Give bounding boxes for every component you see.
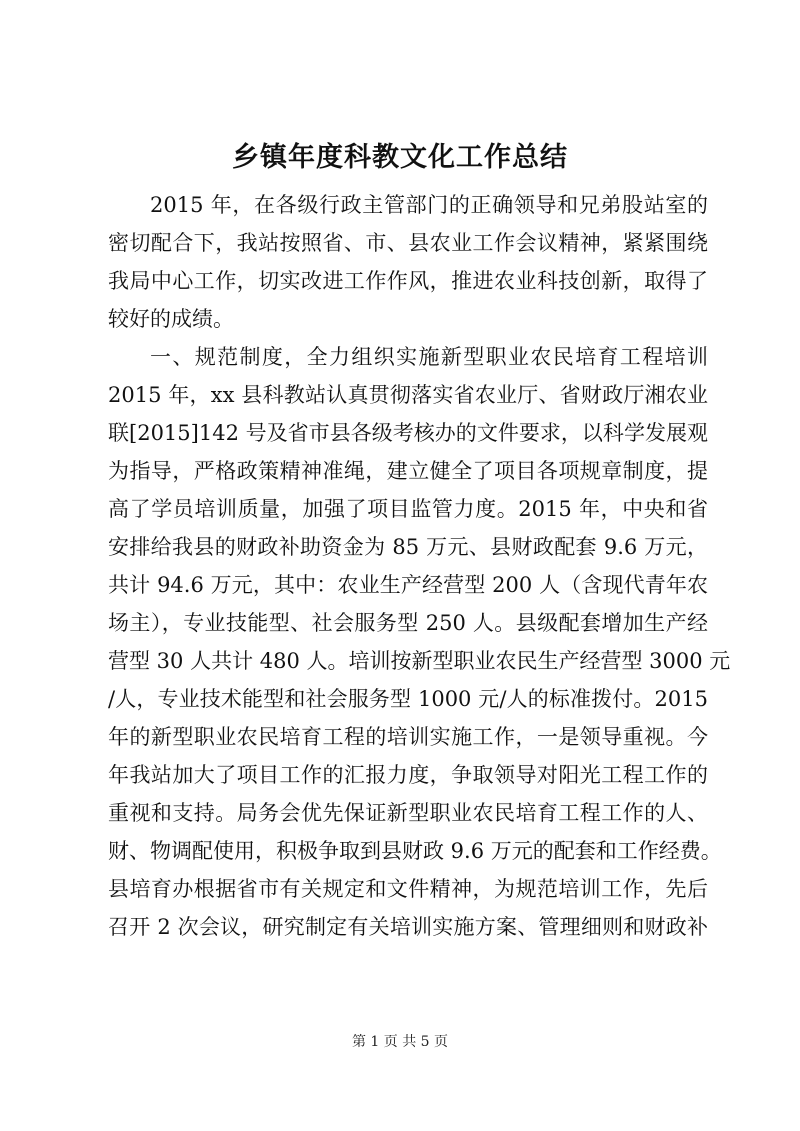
paragraph-line: 重视和支持。局务会优先保证新型职业农民培育工程工作的人、 (108, 801, 708, 825)
document-title: 乡镇年度科教文化工作总结 (232, 142, 568, 173)
paragraph-line: 较好的成绩。 (108, 307, 234, 331)
paragraph-line: 县培育办根据省市有关规定和文件精神，为规范培训工作，先后 (108, 877, 708, 901)
paragraph-line: 场主），专业技能型、社会服务型 250 人。县级配套增加生产经 (108, 611, 708, 635)
paragraph-line: 联[2015]142 号及省市县各级考核办的文件要求，以科学发展观 (108, 421, 708, 445)
paragraph-line: 年的新型职业农民培育工程的培训实施工作，一是领导重视。今 (108, 725, 708, 749)
paragraph-line: 我局中心工作，切实改进工作作风，推进农业科技创新，取得了 (108, 269, 708, 293)
paragraph-line: 密切配合下，我站按照省、市、县农业工作会议精神，紧紧围绕 (108, 231, 708, 255)
page-number: 第 1 页 共 5 页 (351, 1034, 449, 1050)
paragraph-line: 共计 94.6 万元，其中：农业生产经营型 200 人（含现代青年农 (108, 573, 708, 597)
paragraph-line: 安排给我县的财政补助资金为 85 万元、县财政配套 9.6 万元， (108, 535, 708, 559)
paragraph-line: 2015 年，xx 县科教站认真贯彻落实省农业厅、省财政厅湘农业 (108, 383, 708, 407)
paragraph-line: 召开 2 次会议，研究制定有关培训实施方案、管理细则和财政补 (108, 915, 708, 939)
paragraph-line: 营型 30 人共计 480 人。培训按新型职业农民生产经营型 3000 元 (108, 649, 731, 673)
document-body (108, 186, 731, 946)
paragraph-line: 年我站加大了项目工作的汇报力度，争取领导对阳光工程工作的 (108, 763, 708, 787)
paragraph-line: /人，专业技术能型和社会服务型 1000 元/人的标准拨付。2015 (108, 687, 708, 711)
paragraph-line: 高了学员培训质量，加强了项目监管力度。2015 年，中央和省 (108, 497, 708, 521)
paragraph-line: 财、物调配使用，积极争取到县财政 9.6 万元的配套和工作经费。 (108, 839, 722, 863)
paragraph-line: 2015 年，在各级行政主管部门的正确领导和兄弟股站室的 (150, 193, 708, 217)
section-heading: 一、规范制度，全力组织实施新型职业农民培育工程培训 (150, 345, 708, 369)
paragraph-line: 为指导，严格政策精神准绳，建立健全了项目各项规章制度，提 (108, 459, 708, 483)
